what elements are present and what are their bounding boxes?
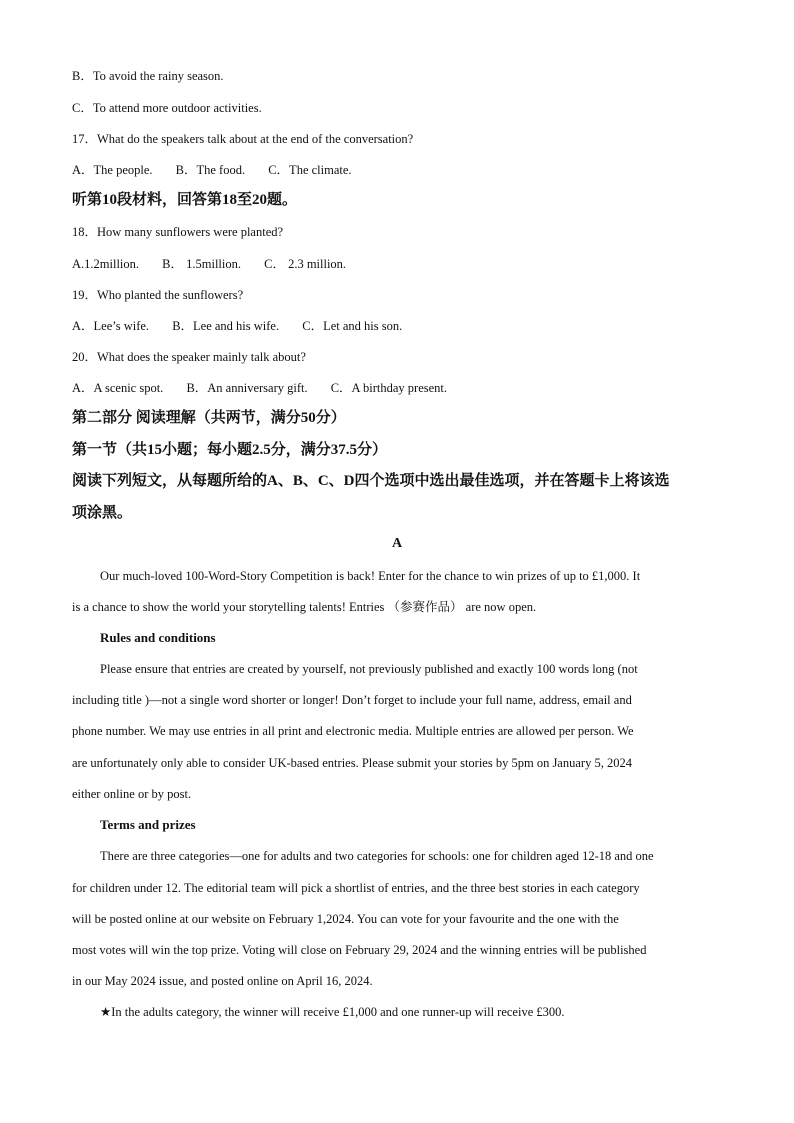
q17-stem: 17．What do the speakers talk about at the end of the conversation? <box>72 132 414 146</box>
q19-options <box>72 318 422 334</box>
q20-options <box>72 380 467 396</box>
q18-stem: 18．How many sunflowers were planted? <box>72 225 284 239</box>
terms-line1: There are three categories—one for adults and two categories for schools: one for children aged 12-18 and one <box>100 849 654 863</box>
q17-option-a: A．The people. <box>72 163 153 177</box>
rules-heading: Rules and conditions <box>100 630 216 645</box>
q16-option-c: C．To attend more outdoor activities. <box>72 101 262 115</box>
terms-line5: in our May 2024 issue, and posted online on April 16, 2024. <box>72 974 373 988</box>
reading-instruction-line1: 阅读下列短文，从每题所给的A、B、C、D四个选项中选出最佳选项，并在答题卡上将该选 <box>72 473 670 489</box>
section1-title: 第一节（共15小题；每小题2.5分，满分37.5分） <box>72 442 388 458</box>
q19-option-c: C．Let and his son. <box>302 319 403 333</box>
rules-line4: are unfortunately only able to consider UK-based entries. Please submit your stories by 5pm on January 5, 2024 <box>72 756 632 770</box>
q18-option-c: C． 2.3 million. <box>264 257 347 271</box>
q18-option-a: A.1.2million. <box>72 257 140 271</box>
terms-line2: for children under 12. The editorial team will pick a shortlist of entries, and the three best stories in each category <box>72 881 640 895</box>
terms-heading: Terms and prizes <box>100 817 196 832</box>
q20-option-a: A．A scenic spot. <box>72 381 164 395</box>
q17-option-b: B．The food. <box>175 163 246 177</box>
intro-line1: Our much-loved 100-Word-Story Competition is back! Enter for the chance to win prizes of up to £1,000. It <box>100 569 641 583</box>
q18-options <box>72 256 366 272</box>
q19-option-b: B．Lee and his wife. <box>172 319 280 333</box>
passage-label: A <box>391 536 403 551</box>
q20-option-b: B．An anniversary gift. <box>186 381 308 395</box>
q20-stem: 20．What does the speaker mainly talk about? <box>72 350 306 364</box>
rules-line2: including title )—not a single word shorter or longer! Don’t forget to include your full name, address, email and <box>72 693 632 707</box>
rules-line5: either online or by post. <box>72 787 192 801</box>
rules-line3: phone number. We may use entries in all print and electronic media. Multiple entries are allowed per person. We <box>72 724 634 738</box>
q17-option-c: C．The climate. <box>268 163 352 177</box>
terms-line3: will be posted online at our website on February 1,2024. You can vote for your favourite and the one with the <box>72 912 619 926</box>
adults-prize: ★In the adults category, the winner will receive £1,000 and one runner-up will receive £300. <box>100 1005 565 1019</box>
q20-option-c: C．A birthday present. <box>330 381 448 395</box>
q19-option-a: A．Lee’s wife. <box>72 319 150 333</box>
q17-options <box>72 162 372 178</box>
q19-stem: 19．Who planted the sunflowers? <box>72 288 244 302</box>
reading-instruction-line2: 项涂黑。 <box>72 505 133 521</box>
section10-instruction: 听第10段材料，回答第18至20题。 <box>72 192 298 208</box>
q18-option-b: B． 1.5million. <box>162 257 241 271</box>
part2-title: 第二部分 阅读理解（共两节，满分50分） <box>72 410 346 426</box>
rules-line1: Please ensure that entries are created by yourself, not previously published and exactly 100 words long (not <box>100 662 638 676</box>
terms-line4: most votes will win the top prize. Voting will close on February 29, 2024 and the winning entries will be published <box>72 943 647 957</box>
intro-line2: is a chance to show the world your storytelling talents! Entries （参赛作品） are now open. <box>72 600 537 614</box>
q16-option-b: B．To avoid the rainy season. <box>72 69 224 83</box>
